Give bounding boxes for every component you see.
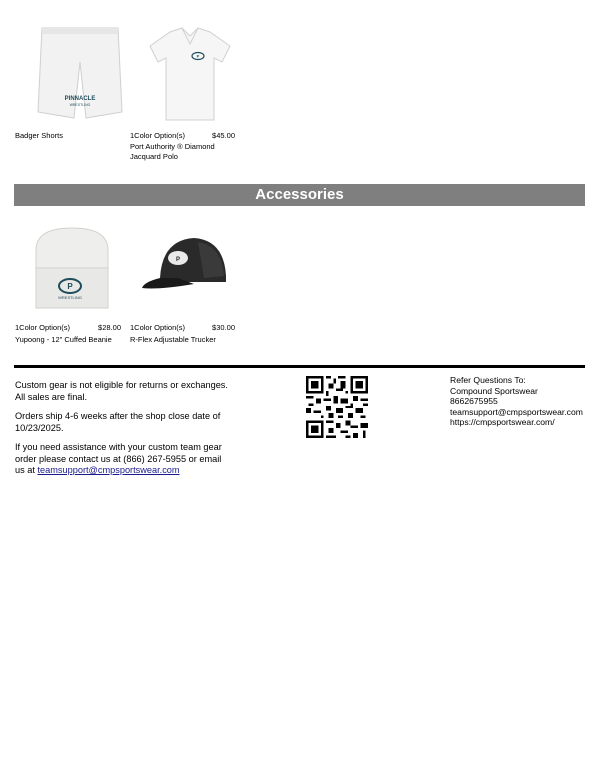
product-name: Badger Shorts xyxy=(15,131,63,140)
contact-phone: 8662675955 xyxy=(450,396,498,406)
svg-text:PINNACLE: PINNACLE xyxy=(64,96,96,102)
contact-company: Compound Sportswear xyxy=(450,385,538,396)
svg-text:WRESTLING: WRESTLING xyxy=(69,103,91,107)
product-name: R-Flex Adjustable Trucker xyxy=(130,335,216,344)
white-polo-icon xyxy=(140,24,240,124)
returns-policy-text: Custom gear is not eligible for returns or exchanges. All sales are final. xyxy=(15,380,228,402)
contact-email: teamsupport@cmpsportswear.com xyxy=(450,406,583,417)
product-name-line1: Port Authority ® Diamond xyxy=(130,142,215,151)
product-price: $45.00 xyxy=(212,131,235,140)
product-name: Yupoong - 12" Cuffed Beanie xyxy=(15,335,112,344)
support-email-link[interactable]: teamsupport@cmpsportswear.com xyxy=(37,465,180,475)
product-price: $30.00 xyxy=(212,323,235,332)
contact-website: https://cmpsportswear.com/ xyxy=(450,417,555,427)
section-title: Accessories xyxy=(255,186,344,203)
assistance-text xyxy=(15,442,230,477)
svg-text:WRESTLING: WRESTLING xyxy=(58,295,82,300)
svg-text:P: P xyxy=(175,257,181,263)
product-name-line2: Jacquard Polo xyxy=(130,152,178,161)
svg-text:P: P xyxy=(196,53,200,59)
contact-heading: Refer Questions To: xyxy=(450,375,526,385)
qr-code-icon xyxy=(306,376,368,438)
product-price: $28.00 xyxy=(98,323,121,332)
section-divider xyxy=(14,365,585,368)
section-header-accessories xyxy=(14,184,585,206)
svg-text:P: P xyxy=(67,282,73,291)
black-trucker-cap-icon xyxy=(138,228,238,328)
product-options: 1Color Option(s) xyxy=(15,323,71,332)
contact-block xyxy=(450,375,583,428)
white-beanie-icon xyxy=(22,222,122,322)
white-shorts-icon xyxy=(30,22,130,122)
product-options: 1Color Option(s) xyxy=(130,323,186,332)
shipping-info-text: Orders ship 4-6 weeks after the shop close date of 10/23/2025. xyxy=(15,411,221,433)
assistance-text-body: If you need assistance with your custom team gear order please contact us at (866) 267-5955 or email us at xyxy=(15,442,222,475)
product-options: 1Color Option(s) xyxy=(130,131,186,140)
